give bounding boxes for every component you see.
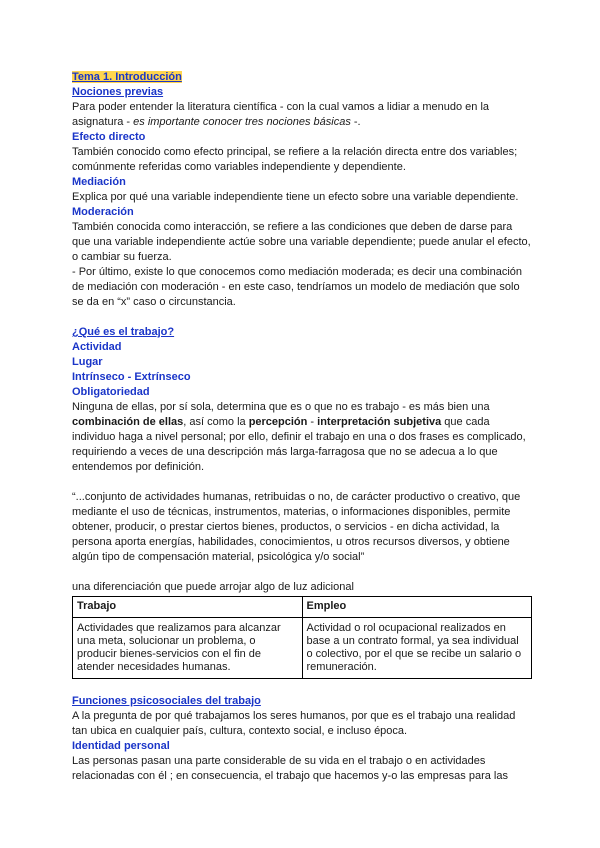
heading-efecto-directo: Efecto directo bbox=[72, 131, 146, 143]
topic-title-highlight: Tema 1. Introducción bbox=[72, 71, 182, 83]
mediacion-moderada-text: - Por último, existe lo que conocemos como mediación moderada; es decir una combinación de mediación con moderación - en este caso, tendríamos un modelo de mediación que solo se da en “x” caso o circunstancia. bbox=[72, 266, 523, 308]
trabajo-item: Actividad bbox=[72, 341, 122, 353]
heading-moderacion: Moderación bbox=[72, 206, 134, 218]
funciones-text: A la pregunta de por qué trabajamos los seres humanos, por que es el trabajo una realidad tan ubica en cualquier país, cultura, contexto social, e incluso época. bbox=[72, 710, 516, 737]
table-header-empleo: Empleo bbox=[302, 597, 532, 618]
heading-identidad-personal: Identidad personal bbox=[72, 740, 170, 752]
table-header-trabajo: Trabajo bbox=[73, 597, 303, 618]
mediacion-text: Explica por qué una variable independiente tiene un efecto sobre una variable dependiente. bbox=[72, 191, 519, 203]
spacer bbox=[72, 475, 532, 490]
table-cell-trabajo: Actividades que realizamos para alcanzar una meta, solucionar un problema, o producir bienes-servicios con el fin de atender necesidades humanas. bbox=[73, 618, 303, 679]
nociones-intro bbox=[72, 100, 532, 130]
efecto-directo-text: También conocido como efecto principal, se refiere a la relación directa entre dos variables; comúnmente referidas como variables independiente y dependiente. bbox=[72, 146, 518, 173]
nociones-intro-end: -. bbox=[350, 116, 361, 128]
bold-text: combinación de ellas bbox=[72, 416, 184, 428]
topic-title bbox=[72, 70, 532, 85]
definition-quote: “...conjunto de actividades humanas, retribuidas o no, de carácter productivo o creativo, que mediante el uso de técnicas, instrumentos, materias, o informaciones disponibles, permite obtener, producir, o prestar ciertos bienes, productos, o servicios - en dicha actividad, la persona aporta energías, habilidades, conocimientos, u otros recursos diversos, y obtiene algún tipo de compensación material, psicológica y/o social” bbox=[72, 491, 521, 563]
spacer bbox=[72, 679, 532, 694]
heading-mediacion: Mediación bbox=[72, 176, 126, 188]
bold-text: interpretación subjetiva bbox=[317, 416, 442, 428]
paragraph-text: - bbox=[307, 416, 318, 428]
trabajo-definition-paragraph bbox=[72, 400, 532, 475]
trabajo-item: Lugar bbox=[72, 356, 103, 368]
spacer bbox=[72, 310, 532, 325]
paragraph-text: que cada individuo haga a nivel personal; por ello, definir el trabajo en una o dos frases es complicado, requiriendo a veces de una descripción más larga-farragosa que no se adecua a lo que entendemos por definición. bbox=[72, 416, 526, 473]
moderacion-text: También conocida como interacción, se refiere a las condiciones que deben de darse para que una variable independiente actúe sobre una variable dependiente; puede anular el efecto, o cambiar su fuerza. bbox=[72, 221, 531, 263]
bold-text: percepción bbox=[248, 416, 308, 428]
trabajo-item: Obligatoriedad bbox=[72, 386, 150, 398]
table-intro: una diferenciación que puede arrojar algo de luz adicional bbox=[72, 581, 354, 593]
document-page bbox=[72, 70, 532, 784]
section-title-trabajo[interactable]: ¿Qué es el trabajo? bbox=[72, 326, 175, 338]
comparison-table bbox=[72, 596, 532, 679]
paragraph-text: , así como la bbox=[183, 416, 249, 428]
table-header-row bbox=[73, 597, 532, 618]
section-title-nociones[interactable]: Nociones previas bbox=[72, 86, 164, 98]
nociones-intro-emphasis: es importante conocer tres nociones básicas bbox=[133, 116, 351, 128]
spacer bbox=[72, 565, 532, 580]
trabajo-item: Intrínseco - Extrínseco bbox=[72, 371, 191, 383]
table-cell-empleo: Actividad o rol ocupacional realizados en base a un contrato formal, ya sea individual o colectivo, por el que se recibe un salario o remuneración. bbox=[302, 618, 532, 679]
paragraph-text: Ninguna de ellas, por sí sola, determina que es o que no es trabajo - es más bien una bbox=[72, 401, 490, 413]
identidad-text: Las personas pasan una parte considerable de su vida en el trabajo o en actividades relacionadas con él ; en consecuencia, el trabajo que hacemos y-o las empresas para las bbox=[72, 755, 508, 782]
table-row bbox=[73, 618, 532, 679]
nociones-intro-text: Para poder entender la literatura científica - con la cual vamos a lidiar a menudo en la asignatura - bbox=[72, 101, 490, 128]
section-title-funciones[interactable]: Funciones psicosociales del trabajo bbox=[72, 695, 261, 707]
